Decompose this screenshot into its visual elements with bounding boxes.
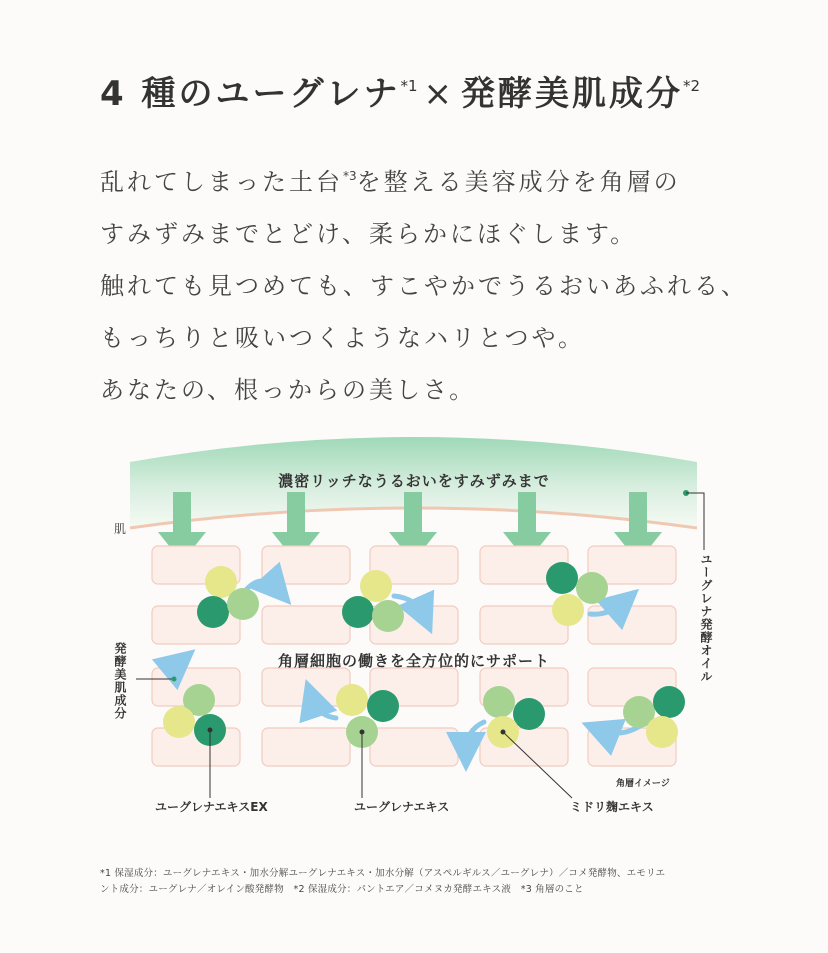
cell bbox=[262, 728, 350, 766]
light-green-particle bbox=[372, 600, 404, 632]
cell bbox=[262, 606, 350, 644]
title-part-euglena: 4 種のユーグレナ bbox=[100, 74, 401, 114]
oil-label: ユーグレナ発酵オイル bbox=[699, 553, 713, 683]
yellow-particle bbox=[336, 684, 368, 716]
caption2-dot bbox=[360, 730, 365, 735]
blue-arrow-1 bbox=[246, 581, 278, 590]
skin-label: 肌 bbox=[114, 522, 127, 536]
cell bbox=[370, 728, 458, 766]
dark-green-particle bbox=[513, 698, 545, 730]
caption3-dot bbox=[501, 730, 506, 735]
light-green-particle bbox=[576, 572, 608, 604]
caption1-dot bbox=[208, 728, 213, 733]
body-line-1 bbox=[100, 150, 800, 208]
dark-green-particle bbox=[653, 686, 685, 718]
footnote-line-1: *1 保湿成分：ユーグレナエキス・加水分解ユーグレナエキス・加水分解（アスペルギルス／ユーグレナ）／コメ発酵物、エモリエ bbox=[100, 868, 666, 879]
skin-diagram bbox=[0, 430, 828, 850]
light-green-particle bbox=[483, 686, 515, 718]
yellow-particle bbox=[360, 570, 392, 602]
title-times: × bbox=[423, 74, 456, 114]
yellow-particle bbox=[646, 716, 678, 748]
dark-green-particle bbox=[367, 690, 399, 722]
image-note: 角層イメージ bbox=[616, 779, 670, 789]
caption-euglena: ユーグレナエキス bbox=[354, 800, 450, 814]
ferment-leader-dot bbox=[172, 677, 177, 682]
body-line-1-note: *3 bbox=[343, 169, 357, 183]
caption-midori-koji: ミドリ麹エキス bbox=[570, 800, 654, 814]
footnote bbox=[100, 866, 740, 898]
caption-euglena-ex: ユーグレナエキスEX bbox=[155, 800, 268, 814]
support-headline: 角層細胞の働きを全方位的にサポート bbox=[277, 652, 550, 670]
body-line-5: あなたの、根っからの美しさ。 bbox=[100, 376, 477, 404]
body-line-3: 触れても見つめても、すこやかでうるおいあふれる、 bbox=[100, 272, 748, 300]
body-line-1b: を整える美容成分を角層の bbox=[356, 168, 681, 196]
ferment-label: 発酵美肌成分 bbox=[113, 642, 127, 720]
page-title bbox=[100, 66, 700, 115]
dark-green-particle bbox=[546, 562, 578, 594]
footnote-line-2: ント成分：ユーグレナ／オレイン酸発酵物 *2 保湿成分：パントエア／コメヌカ発酵エキス液 *3 角層のこと bbox=[100, 884, 584, 895]
cell bbox=[262, 546, 350, 584]
oil-headline: 濃密リッチなうるおいをすみずみまで bbox=[278, 472, 550, 490]
yellow-particle bbox=[163, 706, 195, 738]
yellow-particle bbox=[552, 594, 584, 626]
title-note-1: *1 bbox=[400, 77, 418, 95]
body-line-1a: 乱れてしまった土台 bbox=[100, 168, 343, 196]
title-part-ferment: 発酵美肌成分 bbox=[461, 74, 684, 114]
title-note-2: *2 bbox=[683, 77, 701, 95]
dark-green-particle bbox=[342, 596, 374, 628]
dark-green-particle bbox=[197, 596, 229, 628]
body-copy bbox=[100, 150, 800, 416]
body-line-2: すみずみまでとどけ、柔らかにほぐします。 bbox=[100, 220, 638, 248]
light-green-particle bbox=[227, 588, 259, 620]
body-line-4: もっちりと吸いつくようなハリとつや。 bbox=[100, 324, 586, 352]
